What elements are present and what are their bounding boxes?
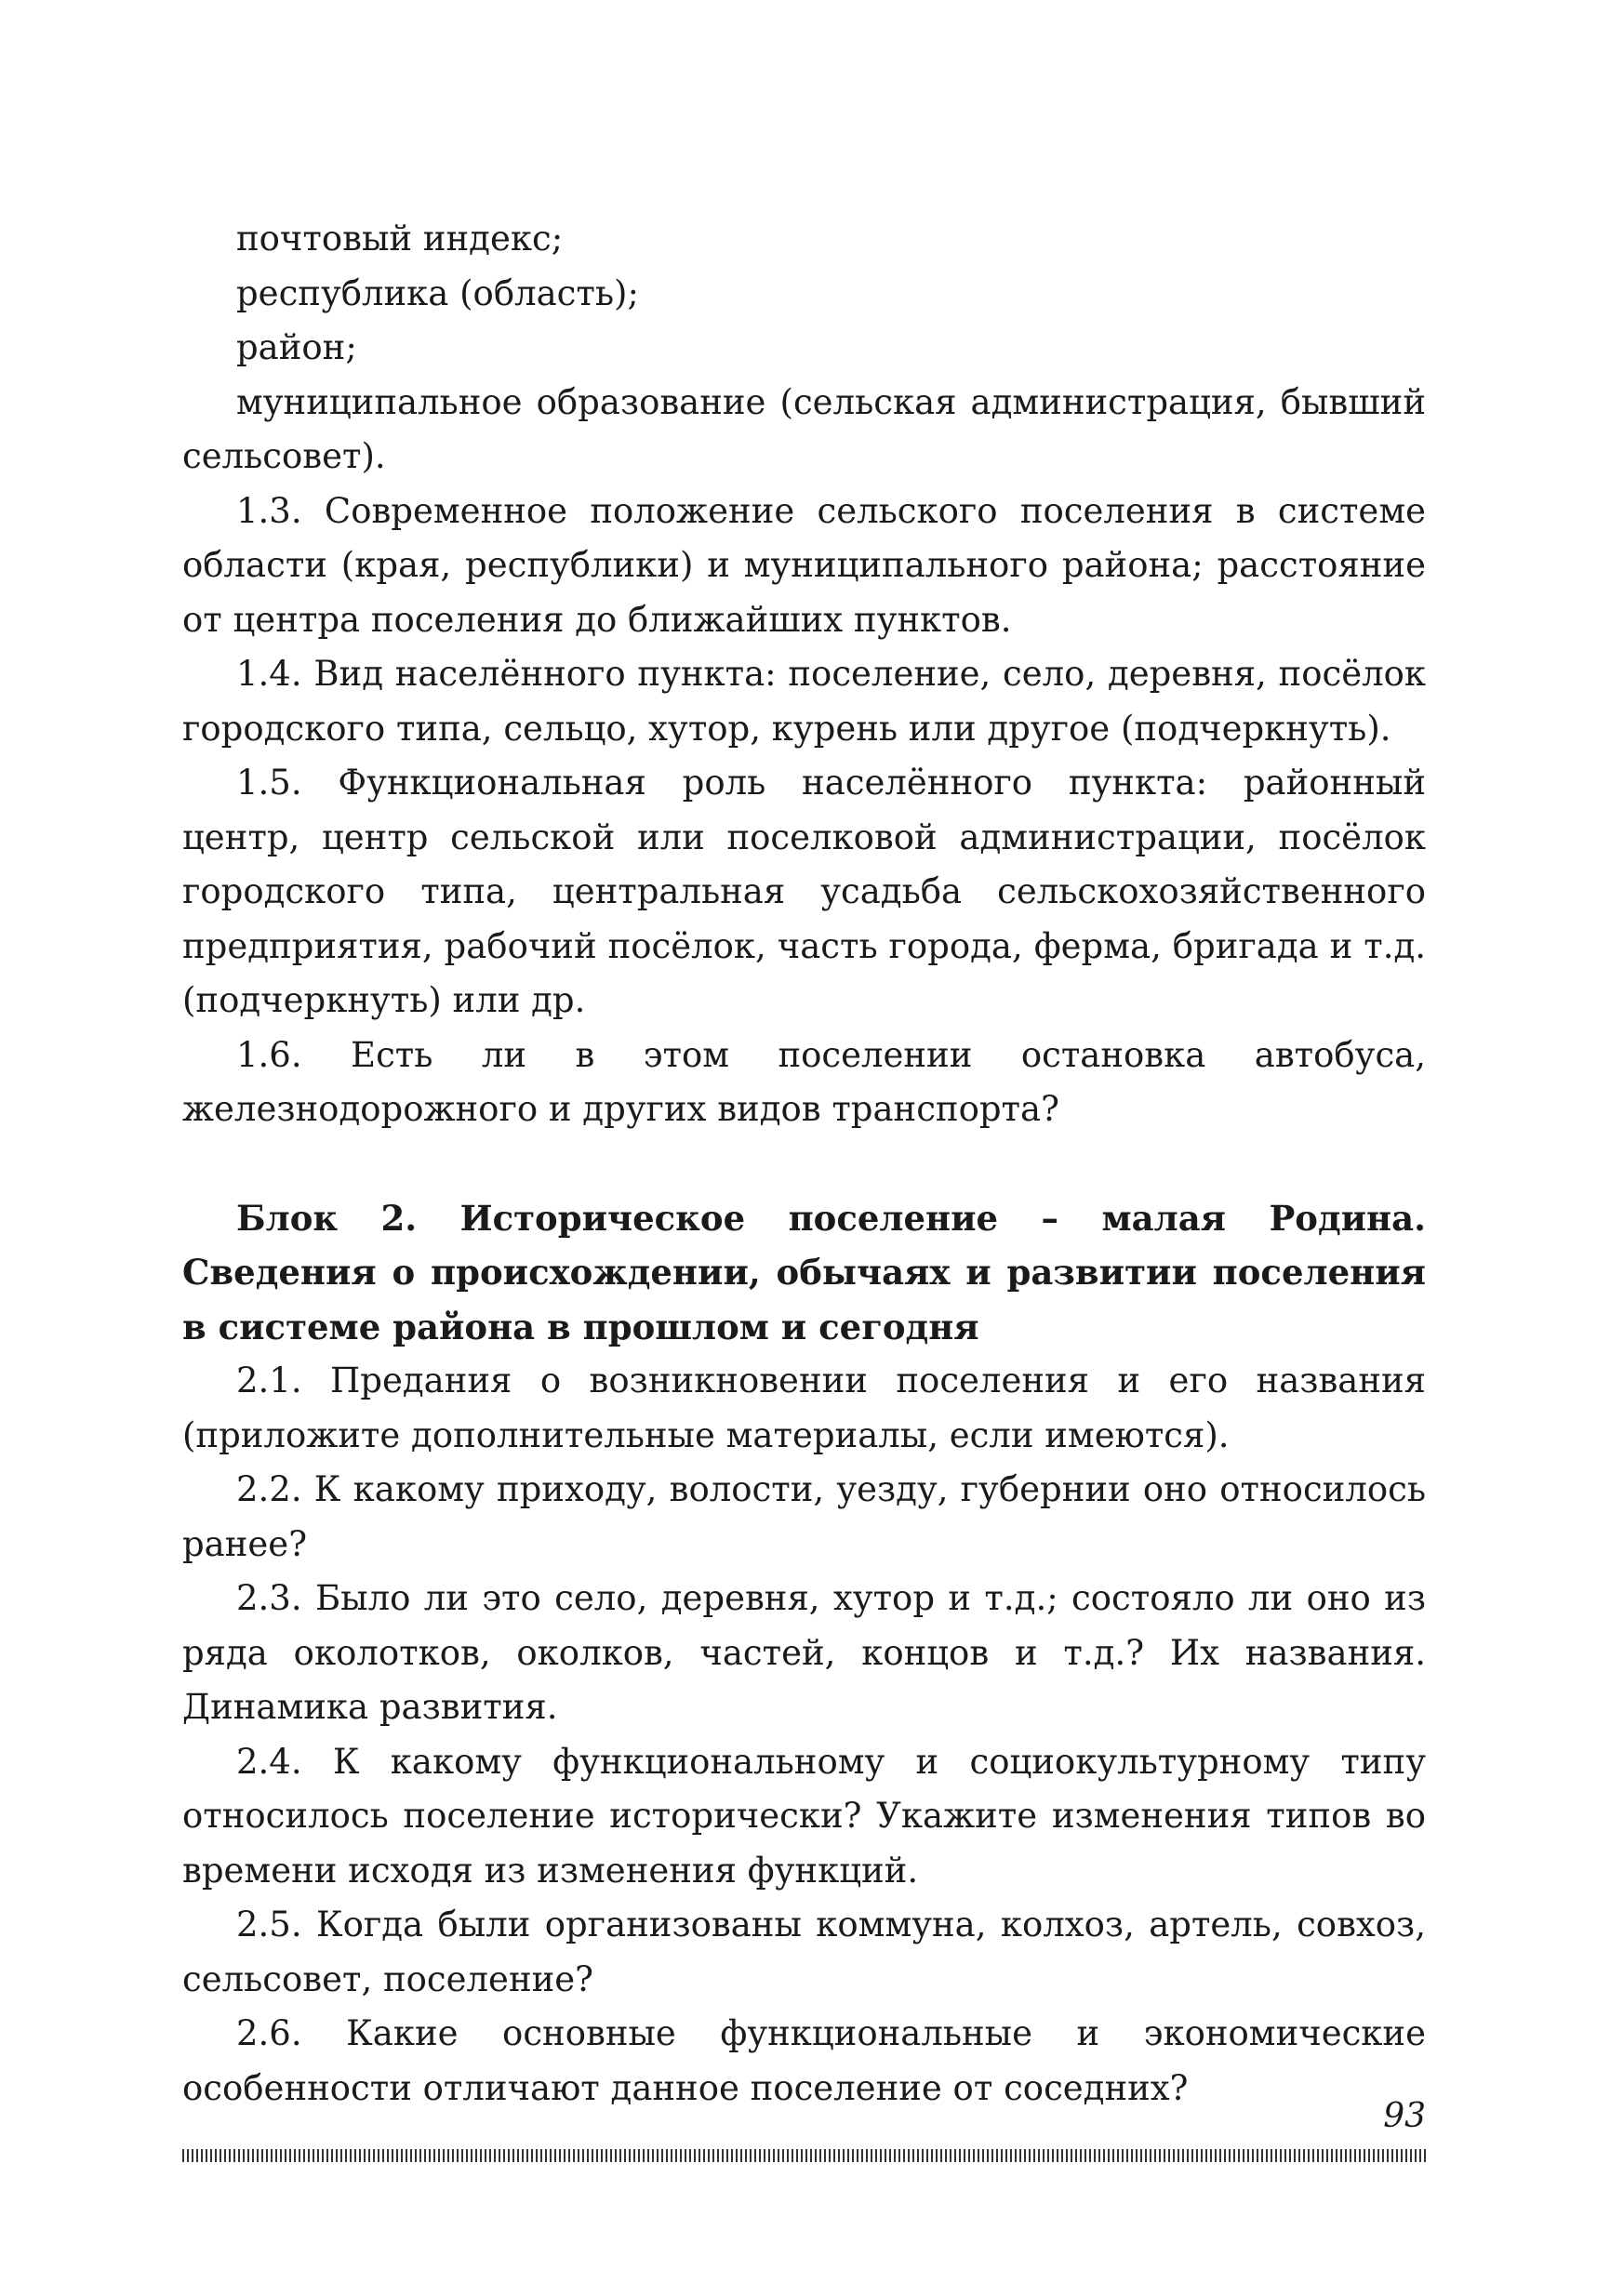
paragraph-2-6: 2.6. Какие основные функциональные и экономические особенности отличают данное поселение от соседних? [182, 2013, 1426, 2108]
list-item-republic: республика (область); [236, 272, 639, 313]
paragraph-2-2: 2.2. К какому приходу, волости, уезду, губернии оно относилось ранее? [182, 1469, 1426, 1564]
page-footer [182, 2097, 1426, 2181]
page-body [182, 212, 1426, 2116]
list-item-district: район; [236, 327, 357, 367]
block-2-heading: Блок 2. Историческое поселение – малая Родина. Сведения о происхождении, обычаях и развитии поселения в системе района в прошлом и сегодня [182, 1197, 1426, 1347]
paragraph-2-1: 2.1. Предания о возникновении поселения и его названия (приложите дополнительные материалы, если имеются). [182, 1360, 1426, 1455]
list-item-municipality: муниципальное образование (сельская администрация, бывший сельсовет). [182, 381, 1426, 476]
footer-rule [182, 2149, 1426, 2162]
paragraph-1-3: 1.3. Современное положение сельского поселения в системе области (края, республики) и муниципального района; расстояние от центра поселения до ближайших пунктов. [182, 490, 1426, 640]
paragraph-2-3: 2.3. Было ли это село, деревня, хутор и т.д.; состояло ли оно из ряда околотков, околков, частей, концов и т.д.? Их названия. Динамика развития. [182, 1578, 1426, 1727]
list-item-postal-code: почтовый индекс; [236, 219, 564, 259]
paragraph-1-4: 1.4. Вид населённого пункта: поселение, село, деревня, посёлок городского типа, сельцо, хутор, курень или другое (подчеркнуть). [182, 654, 1426, 749]
paragraph-2-4: 2.4. К какому функциональному и социокультурному типу относилось поселение исторически? Укажите изменения типов во времени исходя из изменения функций. [182, 1741, 1426, 1891]
paragraph-1-6: 1.6. Есть ли в этом поселении остановка автобуса, железнодорожного и других видов транспорта? [182, 1034, 1426, 1129]
paragraph-1-5: 1.5. Функциональная роль населённого пункта: районный центр, центр сельской или поселковой администрации, посёлок городского типа, центральная усадьба сельскохозяйственного предприятия, рабочий посёлок, часть города, ферма, бригада и т.д. (подчеркнуть) или др. [182, 763, 1426, 1020]
paragraph-2-5: 2.5. Когда были организованы коммуна, колхоз, артель, совхоз, сельсовет, поселение? [182, 1904, 1426, 1999]
page-number: 93 [1383, 2097, 1426, 2135]
